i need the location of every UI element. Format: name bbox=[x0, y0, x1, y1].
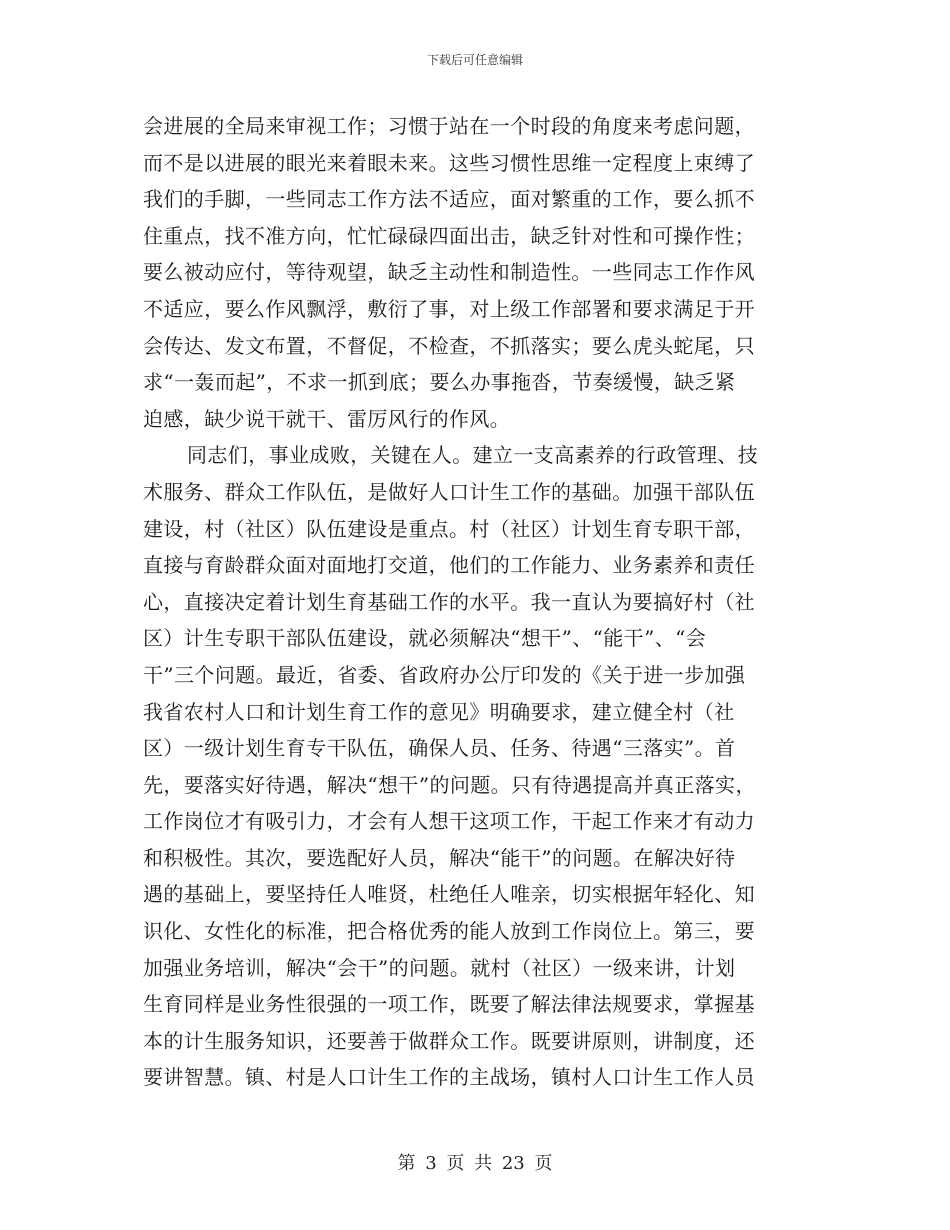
text-line: 心，直接决定着计划生育基础工作的水平。我一直认为要搞好村（社 bbox=[143, 589, 755, 614]
text-line: 本的计生服务知识，还要善于做群众工作。既要讲原则，讲制度，还 bbox=[143, 1028, 755, 1053]
text-line: 要么被动应付，等待观望，缺乏主动性和制造性。一些同志工作作风 bbox=[143, 260, 755, 285]
text-line: 我们的手脚，一些同志工作方法不适应，面对繁重的工作，要么抓不 bbox=[143, 187, 755, 212]
text-line: 区）计生专职干部队伍建设，就必须解决“想干”、“能干”、“会 bbox=[143, 626, 707, 651]
text-line: 直接与育龄群众面对面地打交道，他们的工作能力、业务素养和责任 bbox=[143, 553, 755, 578]
document-body bbox=[143, 108, 807, 1096]
text-line: 干”三个问题。最近，省委、省政府办公厅印发的《关于进一步加强 bbox=[143, 662, 746, 687]
text-line: 加强业务培训，解决“会干”的问题。就村（社区）一级来讲，计划 bbox=[143, 955, 736, 980]
text-line: 会进展的全局来审视工作；习惯于站在一个时段的角度来考虑问题， bbox=[143, 114, 755, 138]
text-line: 先，要落实好待遇，解决“想干”的问题。只有待遇提高并真正落实， bbox=[143, 772, 756, 797]
text-line: 生育同样是业务性很强的一项工作，既要了解法律法规要求，掌握基 bbox=[143, 992, 755, 1017]
text-line: 和积极性。其次，要选配好人员，解决“能干”的问题。在解决好待 bbox=[143, 845, 736, 870]
text-line: 住重点，找不准方向，忙忙碌碌四面出击，缺乏针对性和可操作性； bbox=[143, 223, 755, 248]
text-line: 而不是以进展的眼光来着眼未来。这些习惯性思维一定程度上束缚了 bbox=[143, 150, 755, 175]
text-line: 遇的基础上，要坚持任人唯贤，杜绝任人唯亲，切实根据年轻化、知 bbox=[143, 882, 755, 907]
text-line: 识化、女性化的标准，把合格优秀的能人放到工作岗位上。第三，要 bbox=[143, 919, 755, 944]
text-line: 不适应，要么作风飘浮，敷衍了事，对上级工作部署和要求满足于开 bbox=[143, 296, 755, 321]
text-line: 我省农村人口和计划生育工作的意见》明确要求，建立健全村（社 bbox=[143, 699, 735, 724]
text-line: 术服务、群众工作队伍，是做好人口计生工作的基础。加强干部队伍 bbox=[143, 479, 755, 504]
text-line: 要讲智慧。镇、村是人口计生工作的主战场，镇村人口计生工作人员 bbox=[143, 1065, 755, 1090]
text-line: 工作岗位才有吸引力，才会有人想干这项工作，干起工作来才有动力 bbox=[143, 809, 755, 834]
text-line: 会传达、发文布置，不督促，不检查，不抓落实；要么虎头蛇尾，只 bbox=[143, 333, 755, 358]
paragraph-start-line: 同志们，事业成败，关键在人。建立一支高素养的行政管理、技 bbox=[187, 443, 759, 468]
text-line: 迫感，缺少说干就干、雷厉风行的作风。 bbox=[143, 406, 511, 431]
page-header: 下载后可任意编辑 bbox=[426, 53, 523, 67]
text-line: 建设，村（社区）队伍建设是重点。村（社区）计划生育专职干部， bbox=[143, 516, 755, 541]
text-line: 区）一级计划生育专干队伍，确保人员、任务、待遇“三落实”。首 bbox=[143, 736, 736, 761]
text-line: 求“一轰而起”，不求一抓到底；要么办事拖沓，节奏缓慢，缺乏紧 bbox=[143, 370, 736, 395]
page-number-footer: 第 3 页 共 23 页 bbox=[397, 1153, 553, 1174]
